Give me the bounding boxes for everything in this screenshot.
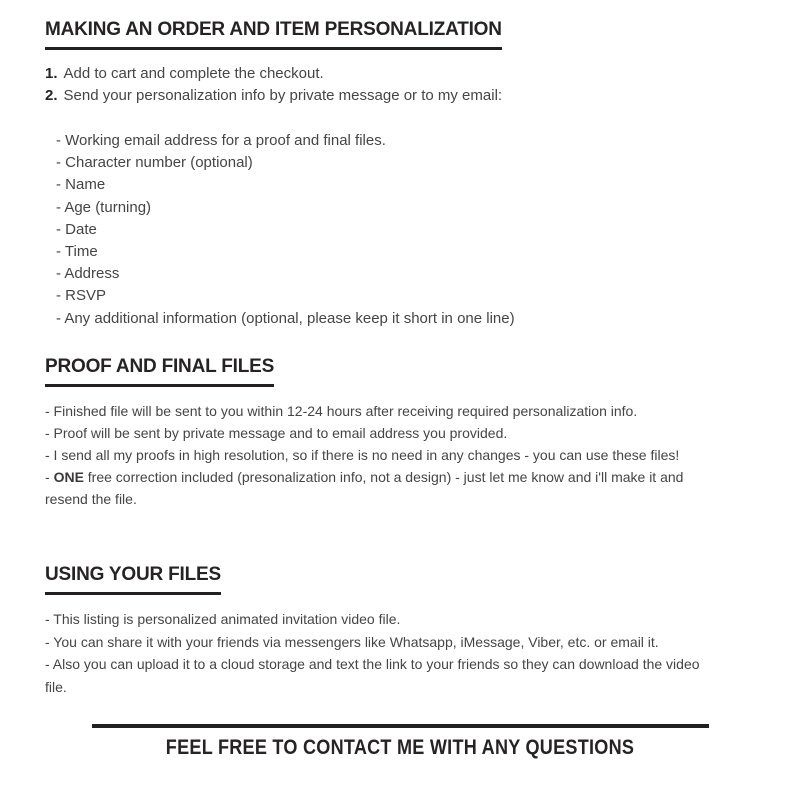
step-1-number: 1. <box>45 65 58 82</box>
usage-line-listing: - This listing is personalized animated invitation video file. <box>45 611 401 627</box>
free-correction-emphasis: ONE <box>53 469 84 485</box>
free-correction-rest: free correction included (presonalization info, not a design) - just let me know and i'll make it and <box>83 469 684 485</box>
list-item-date: - Date <box>56 220 97 238</box>
list-item-additional-info: - Any additional information (optional, please keep it short in one line) <box>56 309 515 327</box>
free-correction-prefix: - <box>45 469 54 485</box>
footer <box>0 724 800 760</box>
section-making-an-order <box>45 18 775 330</box>
list-item-time: - Time <box>56 243 98 261</box>
proof-line-finished-file: - Finished file will be sent to you within 12-24 hours after receiving required personalization info. <box>45 403 638 419</box>
section-using-your-files <box>45 563 775 698</box>
section-heading-making-an-order: MAKING AN ORDER AND ITEM PERSONALIZATION <box>45 18 502 50</box>
proof-line-proof-sent: - Proof will be sent by private message and to email address you provided. <box>45 425 508 441</box>
numbered-steps <box>45 63 775 107</box>
proof-line-high-resolution: - I send all my proofs in high resolution, so if there is no need in any changes - you can use these files! <box>45 447 680 463</box>
proof-line-free-correction <box>45 466 775 488</box>
step-2-number: 2. <box>45 87 58 104</box>
section-proof-and-final-files <box>45 355 775 510</box>
list-item-address: - Address <box>56 265 120 283</box>
personalization-info-list <box>45 130 775 330</box>
usage-line-cloud: - Also you can upload it to a cloud storage and text the link to your friends so they can download the video <box>45 656 700 672</box>
step-2 <box>45 85 775 107</box>
usage-line-share: - You can share it with your friends via messengers like Whatsapp, iMessage, Viber, etc. or email it. <box>45 633 659 650</box>
step-1-text: Add to cart and complete the checkout. <box>63 65 324 82</box>
section-heading-using-your-files: USING YOUR FILES <box>45 563 221 595</box>
section-heading-proof-and-final-files: PROOF AND FINAL FILES <box>45 355 274 387</box>
list-item-age: - Age (turning) <box>56 198 152 216</box>
usage-line-cloud-wrap: file. <box>45 678 67 695</box>
footer-heading: FEEL FREE TO CONTACT ME WITH ANY QUESTIONS <box>165 736 635 759</box>
step-1 <box>45 63 775 85</box>
usage-section-text <box>45 608 775 698</box>
list-item-working-email: - Working email address for a proof and final files. <box>56 132 386 149</box>
step-2-text: Send your personalization info by private message or to my email: <box>63 87 503 104</box>
list-item-name: - Name <box>56 176 106 194</box>
proof-section-text <box>45 400 775 510</box>
footer-divider <box>92 724 709 728</box>
list-item-character-number: - Character number (optional) <box>56 154 253 172</box>
list-item-rsvp: - RSVP <box>56 287 107 305</box>
proof-line-resend: resend the file. <box>45 491 137 507</box>
